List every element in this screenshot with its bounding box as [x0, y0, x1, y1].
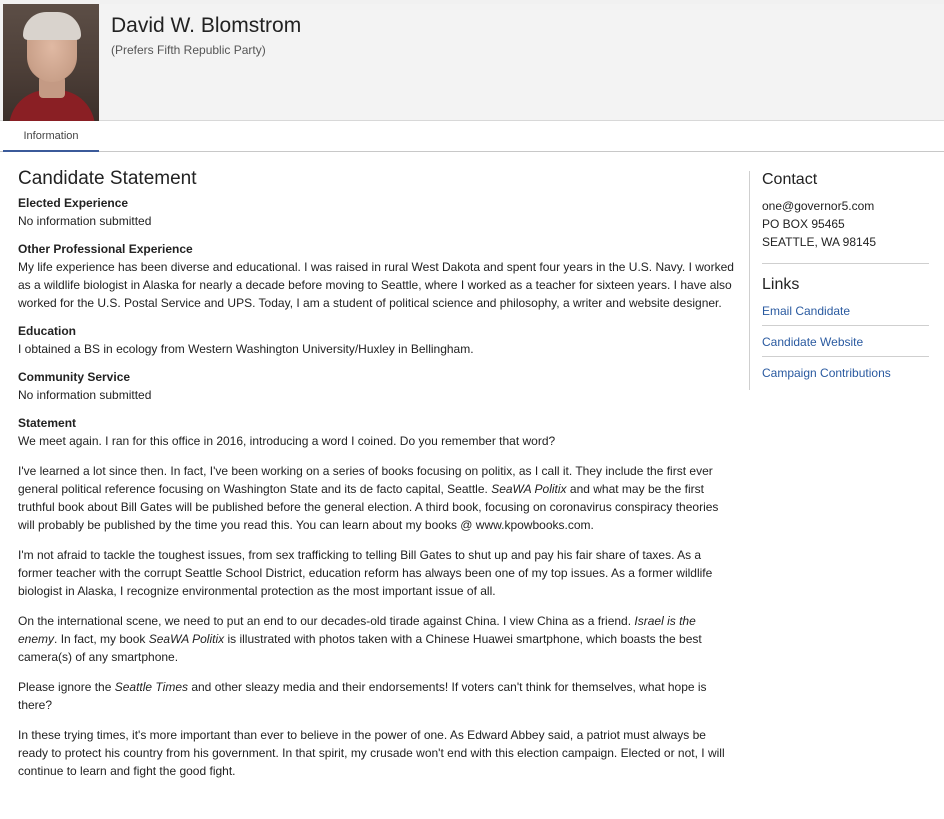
section-education — [18, 324, 738, 358]
tab-bar — [0, 121, 944, 152]
section-heading: Education — [18, 324, 77, 338]
section-statement — [18, 416, 738, 780]
statement-heading: Statement — [18, 416, 77, 430]
candidate-title-block — [99, 4, 301, 120]
section-heading: Elected Experience — [18, 196, 129, 210]
statement-paragraph: We meet again. I ran for this office in 2016, introducing a word I coined. Do you remember that word? — [18, 434, 556, 448]
section-text: My life experience has been diverse and educational. I was raised in rural West Dakota and spent four years in the U.S. Navy. I worked as a wildlife biologist in Alaska for nearly a decade before moving to Seattle, where I worked as a teacher for sixteen years. I have also worked for the U.S. Postal Service and UPS. Today, I am a student of political science and philosophy, a writer and website designer. — [18, 260, 734, 310]
campaign-contributions-link[interactable]: Campaign Contributions — [762, 366, 891, 380]
statement-paragraph: Please ignore the Seattle Times and other sleazy media and their endorsements! If voters can't think for themselves, what hope is there? — [18, 680, 707, 712]
email-candidate-link[interactable]: Email Candidate — [762, 304, 929, 326]
section-community-service — [18, 370, 738, 404]
candidate-header — [0, 4, 944, 121]
candidate-website-link[interactable]: Candidate Website — [762, 335, 929, 357]
statement-paragraph: I've learned a lot since then. In fact, I've been working on a series of books focusing on politix, as I call it. They include the first ever general political reference focusing on Washington State and its de facto capital, Seattle. SeaWA Politix and what may be the first truthful book about Bill Gates will be published before the general election. A third book, focusing on coronavirus conspiracy theories will probably be published by the time you read this. You can learn about my books @ www.kpowbooks.com. — [18, 464, 719, 532]
section-heading: Other Professional Experience — [18, 242, 193, 256]
candidate-party: (Prefers Fifth Republic Party) — [111, 43, 266, 57]
contact-sidebar — [749, 171, 929, 390]
section-elected-experience — [18, 196, 738, 230]
statement-paragraph: I'm not afraid to tackle the toughest issues, from sex trafficking to telling Bill Gates to shut up and pay his fair share of taxes. As a former teacher with the corrupt Seattle School District, education reform has always been one of my top issues. As a former wildlife biologist in Alaska, I recognize environmental protection as the most important issue of all. — [18, 548, 713, 598]
section-text: No information submitted — [18, 214, 152, 228]
contact-title: Contact — [762, 171, 818, 188]
links-section — [762, 276, 929, 397]
section-heading: Community Service — [18, 370, 131, 384]
tab-information[interactable]: Information — [3, 121, 99, 152]
links-title: Links — [762, 276, 800, 293]
sidebar-divider — [762, 263, 929, 264]
contact-address-line1: PO BOX 95465 — [762, 217, 845, 231]
candidate-photo — [3, 4, 99, 121]
section-other-experience — [18, 242, 738, 312]
contact-email: one@governor5.com — [762, 199, 875, 213]
statement-paragraph: In these trying times, it's more important than ever to believe in the power of one. As Edward Abbey said, a patriot must always be ready to protect his country from his government. In that spirit, my crusade won't end with this election campaign. Elected or not, I will continue to learn and fight the good fight. — [18, 728, 725, 778]
statement-title: Candidate Statement — [18, 168, 197, 189]
section-text: I obtained a BS in ecology from Western Washington University/Huxley in Bellingham. — [18, 342, 474, 356]
section-text: No information submitted — [18, 388, 152, 402]
candidate-name: David W. Blomstrom — [111, 14, 302, 37]
contact-address-line2: SEATTLE, WA 98145 — [762, 235, 877, 249]
candidate-statement — [18, 152, 738, 792]
statement-paragraph: On the international scene, we need to put an end to our decades-old tirade against China. I view China as a friend. Israel is the enemy. In fact, my book SeaWA Politix is illustrated with photos taken with a Chinese Huawei smartphone, which boasts the best camera(s) of any smartphone. — [18, 614, 702, 664]
